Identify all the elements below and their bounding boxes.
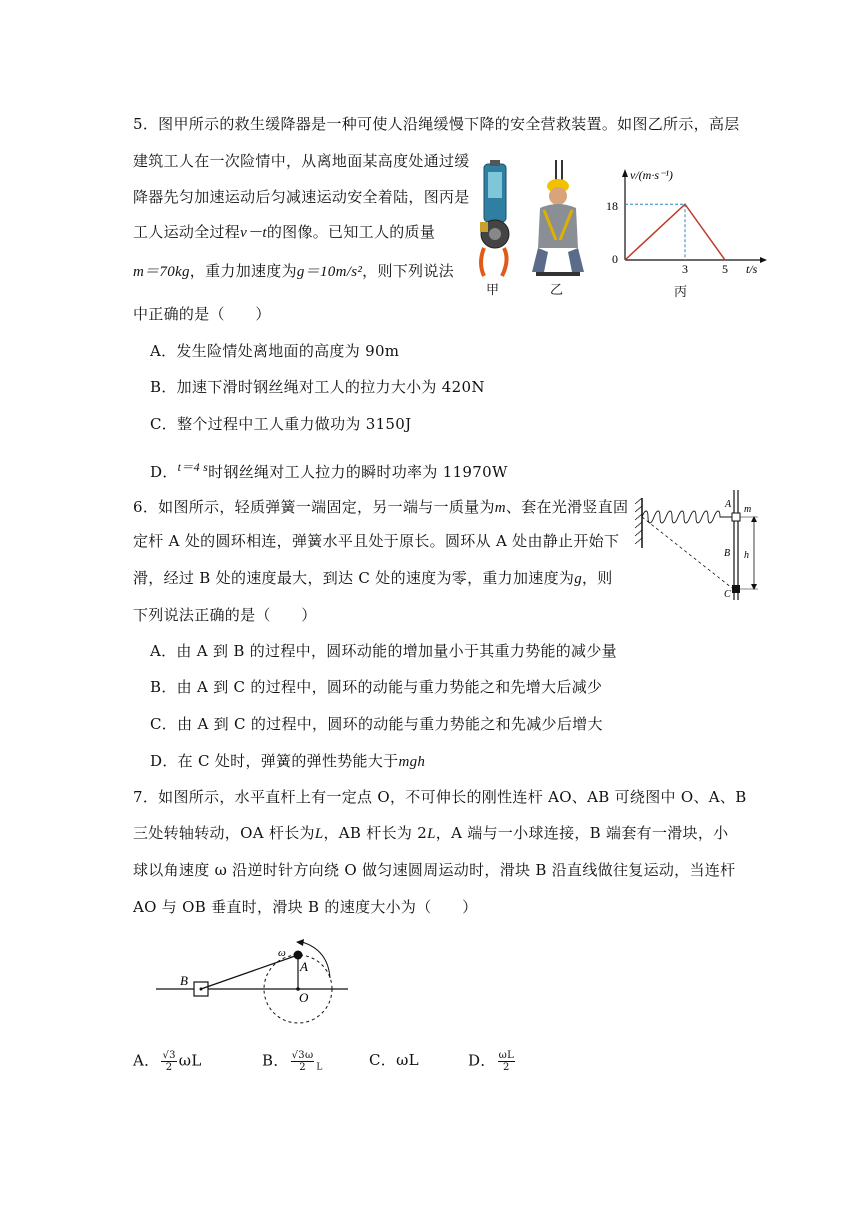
vt-origin-label: 0 — [612, 252, 618, 266]
label-b: B — [724, 548, 731, 559]
q7-line-2-text-e: ，A 端与一小球连接，B 端套有一滑块，小 — [435, 824, 729, 842]
vt-x-tick-3: 3 — [682, 262, 688, 276]
q7-option-b-denominator: 2 — [299, 1062, 306, 1073]
label-omega: ω — [278, 947, 286, 959]
q7-line-2-text-a: 三处转轴转动，OA 杆长为 — [133, 824, 315, 842]
vt-x-axis-arrow — [760, 257, 767, 263]
q5-gravity-formula: g＝10m/s² — [296, 264, 363, 280]
q6-option-c: C．由 A 到 C 的过程中，圆环的动能与重力势能之和先减少后增大 — [150, 715, 603, 733]
q5-line-5-text-d: ，则下列说法 — [362, 262, 454, 280]
linkage-figure — [152, 938, 352, 1030]
q5-line-5-text-b: ，重力加速度为 — [189, 262, 297, 280]
q7-option-b — [262, 1050, 323, 1078]
vt-x-axis-label: t/s — [746, 262, 758, 276]
q5-line-1: 5．图甲所示的救生缓降器是一种可使人沿绳缓慢下降的安全营救装置。如图乙所示，高层 — [133, 115, 740, 133]
figure-label-jia: 甲 — [486, 283, 500, 298]
vt-graph-axes — [622, 169, 767, 263]
ring-at-c — [732, 585, 740, 593]
q6-option-a: A．由 A 到 B 的过程中，圆环动能的增加量小于其重力势能的减少量 — [150, 642, 617, 660]
spring-ring-figure — [632, 490, 760, 602]
vt-y-axis-arrow — [622, 169, 628, 177]
q7-line-1: 7．如图所示，水平直杆上有一定点 O，不可伸长的刚性连杆 AO、AB 可绕图中 O、A、B — [133, 788, 747, 806]
q5-line-5 — [133, 261, 454, 282]
q6-line-3-text-a: 滑，经过 B 处的速度最大，到达 C 处的速度为零，重力加速度为 — [133, 569, 575, 587]
q7-option-a-denominator: 2 — [165, 1062, 173, 1073]
q6-line-3 — [133, 568, 613, 589]
label-o: O — [299, 990, 309, 1005]
descent-device-figure — [470, 158, 520, 280]
q5-option-a: A．发生险情处离地面的高度为 90m — [150, 342, 400, 360]
q5-option-d — [150, 457, 508, 482]
vt-x-tick-5: 5 — [722, 262, 728, 276]
q5-option-d-time: t＝4 s — [177, 460, 209, 474]
q6-line-1 — [133, 497, 628, 518]
q7-l-symbol-2: L — [427, 826, 436, 842]
q5-option-b: B．加速下滑时钢丝绳对工人的拉力大小为 420N — [150, 378, 485, 396]
q7-option-a-fraction — [161, 1050, 176, 1073]
q7-option-d — [468, 1050, 517, 1073]
q7-option-b-fraction — [291, 1050, 315, 1073]
q5-line-6: 中正确的是（ ） — [133, 305, 271, 323]
q7-l-symbol-1: L — [314, 826, 324, 842]
q5-option-c: C．整个过程中工人重力做功为 3150J — [150, 415, 412, 433]
q5-option-d-label: D． — [150, 463, 178, 481]
q6-line-3-text-c: ，则 — [582, 569, 613, 587]
q6-line-2: 定杆 A 处的圆环相连，弹簧水平且处于原长。圆环从 A 处由静止开始下 — [133, 532, 620, 550]
q5-option-d-text: 时钢丝绳对工人拉力的瞬时功率为 11970W — [208, 463, 508, 481]
label-h: h — [744, 550, 749, 561]
q6-mgh-symbol: mgh — [398, 754, 426, 770]
q7-option-c-label: C． — [369, 1051, 397, 1069]
q6-line-1-text-a: 6．如图所示，轻质弹簧一端固定，另一端与一质量为 — [133, 498, 495, 516]
q7-option-a-numerator: √3 — [162, 1050, 176, 1061]
label-m: m — [744, 504, 752, 515]
q7-line-3: 球以角速度 ω 沿逆时针方向绕 O 做匀速圆周运动时，滑块 B 沿直线做往复运动，当连杆 — [133, 861, 736, 879]
q6-line-1-text-c: 、套在光滑竖直固 — [505, 498, 629, 516]
rod-ab — [201, 955, 298, 989]
vt-graph-marks — [625, 204, 728, 276]
q7-option-c — [369, 1050, 419, 1070]
q6-g-symbol: g — [574, 571, 582, 587]
figure-label-yi: 乙 — [550, 283, 564, 298]
figure-label-bing: 丙 — [674, 285, 688, 300]
q6-line-4: 下列说法正确的是（ ） — [133, 606, 317, 624]
label-c: C — [724, 589, 731, 600]
label-b: B — [180, 973, 188, 988]
rotation-arrow-icon — [296, 939, 304, 946]
ring-at-a — [732, 513, 740, 521]
stretched-spring-dashed — [642, 517, 732, 588]
vt-y-tick-18: 18 — [606, 199, 618, 213]
label-a: A — [725, 499, 732, 510]
worker-figure — [526, 160, 588, 280]
q7-option-d-fraction — [498, 1050, 515, 1073]
q5-vt-symbol: v－t — [240, 225, 267, 241]
q5-line-4 — [133, 222, 435, 243]
q7-line-2 — [133, 823, 728, 844]
q5-line-2: 建筑工人在一次险情中，从离地面某高度处通过缓 — [133, 152, 470, 170]
q5-mass-formula: m＝70kg — [133, 264, 190, 280]
spring — [642, 511, 732, 523]
q7-option-d-numerator: ωL — [498, 1050, 515, 1061]
q6-option-b: B．由 A 到 C 的过程中，圆环的动能与重力势能之和先增大后减少 — [150, 678, 603, 696]
q7-option-d-denominator: 2 — [503, 1062, 510, 1073]
q7-option-b-numerator: √3ω — [291, 1050, 314, 1061]
q7-line-4: AO 与 OB 垂直时，滑块 B 的速度大小为（ ） — [133, 898, 478, 916]
q7-option-b-label: B． — [262, 1051, 289, 1070]
q7-option-a — [133, 1050, 202, 1073]
q7-option-b-tail: L — [316, 1062, 323, 1073]
q5-line-4-text-c: 的图像。已知工人的质量 — [266, 223, 436, 241]
vt-series-line — [625, 204, 725, 260]
q7-option-c-text: ωL — [396, 1051, 419, 1069]
q5-line-3: 降器先匀加速运动后匀减速运动安全着陆，图丙是 — [133, 188, 470, 206]
q7-option-a-tail: ωL — [178, 1051, 202, 1070]
label-a: A — [300, 959, 308, 974]
q6-option-d — [150, 751, 425, 772]
vt-graph — [600, 165, 775, 280]
vt-y-axis-label: v/(m·s⁻¹) — [630, 168, 673, 182]
q5-line-4-text-a: 工人运动全过程 — [133, 223, 241, 241]
wall-hatching — [635, 498, 642, 544]
q7-option-a-label: A． — [133, 1051, 160, 1070]
q7-option-d-label: D． — [468, 1051, 496, 1070]
q7-line-2-text-c: ，AB 杆长为 2 — [323, 824, 428, 842]
q6-mass-symbol: m — [494, 500, 506, 516]
q6-option-d-text: D．在 C 处时，弹簧的弹性势能大于 — [150, 752, 399, 770]
